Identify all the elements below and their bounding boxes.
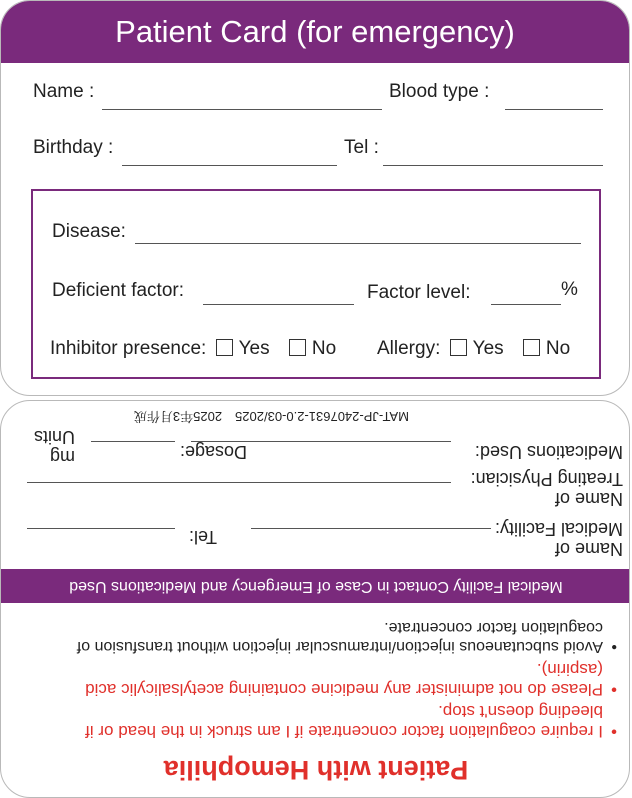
inhibitor-no-checkbox[interactable]: [289, 339, 306, 356]
inhibitor-yes-checkbox[interactable]: [216, 339, 233, 356]
birthday-field[interactable]: [122, 165, 337, 166]
back-content-rotated: [1, 401, 630, 798]
name-field[interactable]: [102, 109, 382, 110]
deficient-factor-field[interactable]: [203, 304, 354, 305]
factor-level-field[interactable]: [491, 304, 561, 305]
back-card: [0, 400, 630, 798]
birthday-label: Birthday :: [33, 137, 114, 158]
bullet-1: • I require coagulation factor concentrate if I am struck in the head or if bleeding doesn't stop.: [85, 702, 617, 741]
percent-unit: %: [561, 279, 578, 300]
front-card: [0, 0, 630, 396]
deficient-factor-label: Deficient factor:: [52, 280, 185, 301]
allergy-row: Allergy: Yes No: [377, 338, 571, 359]
name-label: Name :: [33, 81, 95, 102]
dosage-field[interactable]: [91, 441, 175, 442]
disease-field[interactable]: [135, 243, 581, 244]
card-header: Patient Card (for emergency): [1, 1, 629, 63]
tel-label-back: Tel:: [188, 527, 217, 547]
physician-field[interactable]: [27, 482, 451, 483]
dosage-label: Dosage:: [179, 442, 247, 462]
bullet-3: • Avoid subcutaneous injection/intramuscular injection without transfusion of coagulation factor concentrate.: [76, 619, 617, 655]
contact-band: Medical Facility Contact in Case of Emergency and Medications Used: [1, 569, 630, 603]
blood-type-field[interactable]: [505, 109, 603, 110]
blood-type-label: Blood type :: [389, 81, 490, 102]
allergy-no-checkbox[interactable]: [523, 339, 540, 356]
tel-field-back[interactable]: [27, 528, 175, 529]
facility-field[interactable]: [251, 528, 491, 529]
medications-label: Medications Used:: [474, 442, 623, 462]
tel-field[interactable]: [383, 165, 603, 166]
tel-label: Tel :: [344, 137, 379, 158]
disease-label: Disease:: [52, 221, 126, 242]
allergy-yes-checkbox[interactable]: [450, 339, 467, 356]
back-title: Patient with Hemophilia: [163, 755, 469, 785]
bullet-2: • Please do not administer any medicine containing acetylsalicylic acid (aspirin).: [85, 660, 617, 699]
inhibitor-row: Inhibitor presence: Yes No: [50, 338, 337, 359]
facility-label: Name of Medical Facility:: [494, 519, 623, 559]
dosage-units: mg Units: [33, 427, 75, 467]
document-code: MAT-JP-2407631-2.0-03/2025 2025年3月作成: [133, 409, 409, 424]
factor-level-label: Factor level:: [367, 282, 471, 303]
physician-label: Name of Treating Physician:: [470, 469, 623, 509]
